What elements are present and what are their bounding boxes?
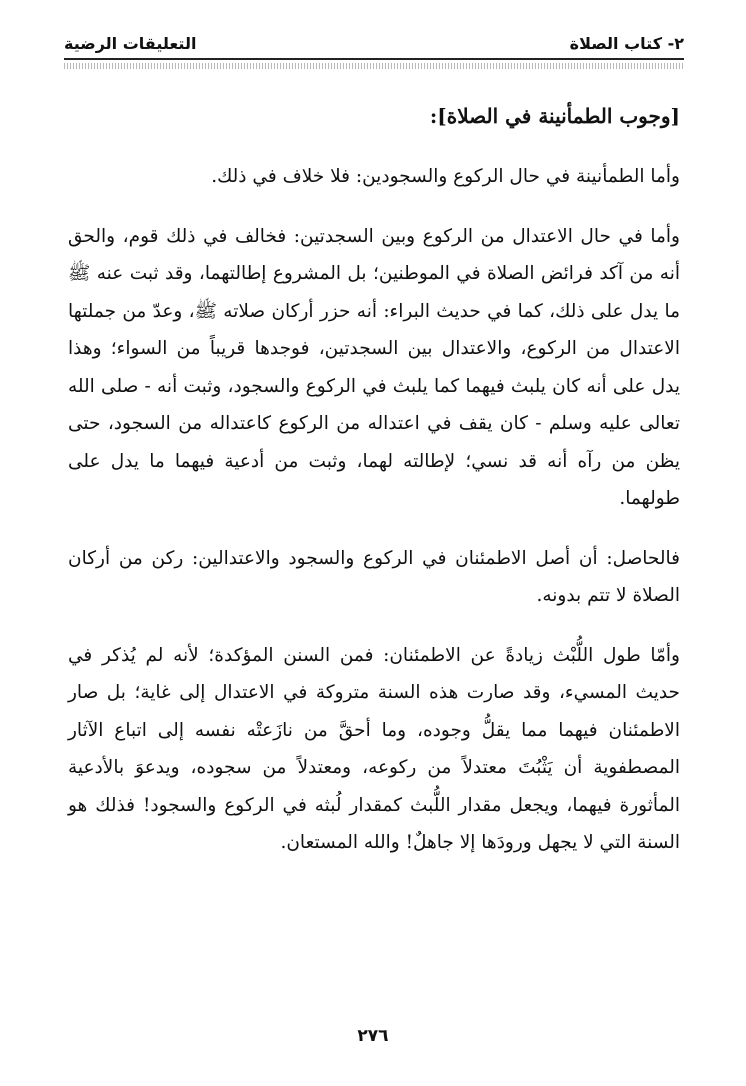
page-body (68, 96, 680, 862)
paragraph: وأمّا طول اللُّبْث زيادةً عن الاطمئنان: فمن السنن المؤكدة؛ لأنه لم يُذكر في حديث المسيء، وقد صارت هذه السنة متروكة في الاعتدال إلى غاية؛ بل صار الاطمئنان فيهما مما يقلُّ وجوده، وما أحقَّ من نازَعتْه نفسه إلى اتباع الآثار المصطفوية أن يَثْبُتَ معتدلاً من ركوعه، ومعتدلاً من سجوده، ويدعوَ بالأدعية المأثورة فيهما، ويجعل مقدار اللُّبث كمقدار لُبثه في الركوع والسجود! فذلك هو السنة التي لا يجهل ورودَها إلا جاهلٌ! والله المستعان. (68, 644, 680, 853)
running-header (64, 30, 684, 56)
page-number: ٢٧٦ (357, 1026, 389, 1046)
paragraph: وأما في حال الاعتدال من الركوع وبين السجدتين: فخالف في ذلك قوم، والحق أنه من آكد فرائض الصلاة في الموطنين؛ بل المشروع إطالتهما، وقد ثبت عنه ﷺ ما يدل على ذلك، كما في حديث البراء: أنه حزر أركان صلاته ﷺ، وعدّ من جملتها الاعتدال من الركوع، والاعتدال بين السجدتين، فوجدها قريباً من السواء؛ وهذا يدل على أنه كان يلبث فيهما كما يلبث في الركوع والسجود، وثبت أنه - صلى الله تعالى عليه وسلم - كان يقف في اعتداله من الركوع كاعتداله من السجود، حتى يظن من رآه أنه قد نسي؛ لإطالته لهما، وثبت من أدعية فيهما ما يدل على طولهما. (68, 225, 680, 509)
chapter-title: ٢- كتاب الصلاة (569, 33, 684, 53)
header-dotted-rule (64, 63, 684, 69)
section-heading: [وجوب الطمأنينة في الصلاة]: (429, 104, 680, 128)
paragraph: فالحاصل: أن أصل الاطمئنان في الركوع والسجود والاعتدالين: ركن من أركان الصلاة لا تتم بدونه. (68, 547, 680, 606)
paragraph: وأما الطمأنينة في حال الركوع والسجودين: فلا خلاف في ذلك. (211, 166, 680, 187)
book-title: التعليقات الرضية (64, 33, 197, 53)
